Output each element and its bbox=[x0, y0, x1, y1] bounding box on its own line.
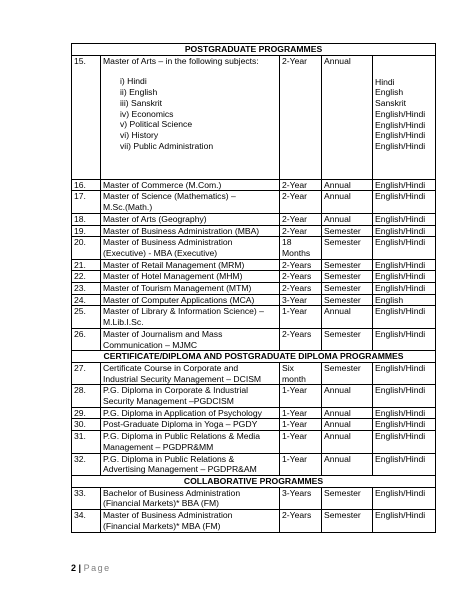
page-number: 2 bbox=[71, 563, 77, 573]
mode: Annual bbox=[322, 55, 373, 179]
text-line: 2-Years bbox=[282, 510, 312, 521]
programme-title bbox=[101, 306, 280, 328]
page-separator: | bbox=[78, 563, 82, 573]
mode: Annual bbox=[322, 385, 373, 407]
mode: Semester bbox=[322, 225, 373, 237]
section-title: POSTGRADUATE PROGRAMMES bbox=[72, 44, 436, 56]
row-number: 30. bbox=[72, 419, 101, 431]
text-line: Master of Computer Applications (MCA) bbox=[103, 294, 255, 305]
page-word: Page bbox=[83, 563, 111, 573]
table-row bbox=[72, 306, 436, 328]
duration bbox=[280, 407, 322, 419]
subject-item: v) Political Science bbox=[120, 119, 193, 130]
duration bbox=[280, 271, 322, 283]
duration bbox=[280, 431, 322, 453]
text-line: 2-Year bbox=[282, 213, 308, 224]
row-number: 27. bbox=[72, 362, 101, 384]
row-number: 16. bbox=[72, 179, 101, 191]
duration bbox=[280, 306, 322, 328]
programme-title bbox=[101, 294, 280, 306]
text-line: Master of Hotel Management (MHM) bbox=[103, 271, 243, 282]
text-line: M.Sc.(Math.) bbox=[103, 202, 153, 213]
text-line: 3-Year bbox=[282, 294, 308, 305]
programme-title bbox=[101, 271, 280, 283]
programme-title bbox=[101, 487, 280, 509]
medium: English/Hindi bbox=[373, 453, 436, 475]
row-number: 19. bbox=[72, 225, 101, 237]
text-line: Bachelor of Business Administration bbox=[103, 487, 241, 498]
table-row bbox=[72, 237, 436, 259]
text-line: Management – PGDPR&MM bbox=[103, 441, 214, 452]
table-row bbox=[72, 294, 436, 306]
medium-item: Sanskrit bbox=[375, 98, 407, 109]
text-line: 2-Year bbox=[282, 191, 308, 202]
medium: English/Hindi bbox=[373, 225, 436, 237]
duration bbox=[280, 294, 322, 306]
row-number: 25. bbox=[72, 306, 101, 328]
table-row bbox=[72, 328, 436, 350]
programme-title bbox=[101, 225, 280, 237]
mode: Semester bbox=[322, 328, 373, 350]
programmes-table bbox=[71, 43, 436, 533]
text-line: Industrial Security Management – DCISM bbox=[103, 373, 262, 384]
medium: English/Hindi bbox=[373, 419, 436, 431]
medium-item: English/Hindi bbox=[375, 119, 426, 130]
medium: English/Hindi bbox=[373, 213, 436, 225]
text-line: Master of Business Administration bbox=[103, 237, 233, 248]
medium-item: English/Hindi bbox=[375, 108, 426, 119]
text-line: 3-Years bbox=[282, 487, 312, 498]
programme-title bbox=[101, 283, 280, 295]
text-line: month bbox=[282, 373, 306, 384]
medium-item: English/Hindi bbox=[375, 140, 426, 151]
duration bbox=[280, 179, 322, 191]
duration bbox=[280, 213, 322, 225]
table-row bbox=[72, 225, 436, 237]
text-line: Certificate Course in Corporate and bbox=[103, 362, 239, 373]
text-line: 1-Year bbox=[282, 306, 308, 317]
text-line: (Financial Markets)* MBA (FM) bbox=[103, 520, 221, 531]
text-line: (Executive) - MBA (Executive) bbox=[103, 247, 218, 258]
text-line: 2-Year bbox=[282, 179, 308, 190]
table-row bbox=[72, 179, 436, 191]
text-line: Communication – MJMC bbox=[103, 339, 198, 350]
programme-title bbox=[101, 385, 280, 407]
table-row bbox=[72, 55, 436, 179]
mode: Annual bbox=[322, 191, 373, 213]
row-number: 15. bbox=[72, 55, 101, 179]
text-line: 1-Year bbox=[282, 385, 308, 396]
table-row bbox=[72, 213, 436, 225]
text-line: P.G. Diploma in Corporate & Industrial bbox=[103, 385, 249, 396]
duration bbox=[280, 487, 322, 509]
table-row bbox=[72, 191, 436, 213]
programme-title: Master of Arts – in the following subjects: i) Hindi ii) English iii) Sanskrit iv) Economics v) Political Science vi) History vii) Public Administration bbox=[101, 55, 280, 179]
programme-title bbox=[101, 191, 280, 213]
text-line: Master of Science (Mathematics) – bbox=[103, 191, 236, 202]
text-line: Master of Retail Management (MRM) bbox=[103, 259, 245, 270]
text-line: P.G. Diploma in Public Relations & Media bbox=[103, 431, 260, 442]
medium-item: Hindi bbox=[375, 76, 395, 87]
table-row bbox=[72, 487, 436, 509]
section-title: COLLABORATIVE PROGRAMMES bbox=[72, 475, 436, 487]
mode: Annual bbox=[322, 407, 373, 419]
text-line: 2-Years bbox=[282, 328, 312, 339]
medium-item: English/Hindi bbox=[375, 130, 426, 141]
medium: English/Hindi bbox=[373, 191, 436, 213]
duration bbox=[280, 419, 322, 431]
text-line: Months bbox=[282, 247, 311, 258]
table-row bbox=[72, 271, 436, 283]
subject-item: i) Hindi bbox=[120, 76, 147, 87]
table-row bbox=[72, 362, 436, 384]
row-number: 33. bbox=[72, 487, 101, 509]
text-line: Post-Graduate Diploma in Yoga – PGDY bbox=[103, 419, 258, 430]
mode: Annual bbox=[322, 431, 373, 453]
programme-title bbox=[101, 362, 280, 384]
row-number: 29. bbox=[72, 407, 101, 419]
row-number: 26. bbox=[72, 328, 101, 350]
text-line: 18 bbox=[282, 237, 292, 248]
page-footer bbox=[71, 563, 111, 573]
section-header-collaborative bbox=[72, 475, 436, 487]
medium: English/Hindi bbox=[373, 328, 436, 350]
mode: Annual bbox=[322, 419, 373, 431]
text-line: Master of Arts (Geography) bbox=[103, 213, 207, 224]
duration bbox=[280, 237, 322, 259]
table-row bbox=[72, 431, 436, 453]
subject-item: vi) History bbox=[120, 129, 159, 140]
medium: English/Hindi bbox=[373, 306, 436, 328]
subject-item: ii) English bbox=[120, 87, 158, 98]
subject-item: iv) Economics bbox=[120, 108, 174, 119]
text-line: Master of Business Administration bbox=[103, 510, 233, 521]
medium-list bbox=[375, 77, 433, 152]
duration bbox=[280, 510, 322, 532]
programme-title bbox=[101, 179, 280, 191]
medium: English/Hindi bbox=[373, 271, 436, 283]
subject-list bbox=[103, 76, 277, 151]
text-line: 2-Years bbox=[282, 283, 312, 294]
mode: Semester bbox=[322, 237, 373, 259]
text-line: 1-Year bbox=[282, 407, 308, 418]
section-header-certificate bbox=[72, 351, 436, 363]
text-line: 1-Year bbox=[282, 453, 308, 464]
programme-title bbox=[101, 510, 280, 532]
duration: 2-Year bbox=[280, 55, 322, 179]
text-line: Six bbox=[282, 362, 294, 373]
table-row bbox=[72, 283, 436, 295]
mode: Semester bbox=[322, 487, 373, 509]
mode: Annual bbox=[322, 179, 373, 191]
duration bbox=[280, 283, 322, 295]
medium: English/Hindi bbox=[373, 510, 436, 532]
section-header-postgraduate bbox=[72, 44, 436, 56]
row-number: 24. bbox=[72, 294, 101, 306]
duration bbox=[280, 453, 322, 475]
programme-title bbox=[101, 419, 280, 431]
duration bbox=[280, 259, 322, 271]
row-number: 21. bbox=[72, 259, 101, 271]
medium bbox=[373, 55, 436, 179]
text-line: Security Management –PGDCISM bbox=[103, 396, 234, 407]
text-line: Master of Business Administration (MBA) bbox=[103, 225, 260, 236]
text-line: Master of Commerce (M.Com.) bbox=[103, 179, 222, 190]
text-line: (Financial Markets)* BBA (FM) bbox=[103, 498, 220, 509]
medium-item: English bbox=[375, 87, 404, 98]
text-line: P.G. Diploma in Application of Psychology bbox=[103, 407, 262, 418]
row-number: 34. bbox=[72, 510, 101, 532]
table-row bbox=[72, 259, 436, 271]
medium: English/Hindi bbox=[373, 283, 436, 295]
text-line: 1-Year bbox=[282, 431, 308, 442]
row-number: 17. bbox=[72, 191, 101, 213]
mode: Semester bbox=[322, 362, 373, 384]
duration bbox=[280, 225, 322, 237]
text-line: Master of Tourism Management (MTM) bbox=[103, 283, 252, 294]
mode: Semester bbox=[322, 294, 373, 306]
programme-title bbox=[101, 213, 280, 225]
programme-title bbox=[101, 259, 280, 271]
programme-title bbox=[101, 453, 280, 475]
text-line: 2-Years bbox=[282, 271, 312, 282]
medium: English/Hindi bbox=[373, 385, 436, 407]
row-number: 22. bbox=[72, 271, 101, 283]
medium: English/Hindi bbox=[373, 431, 436, 453]
medium: English/Hindi bbox=[373, 259, 436, 271]
row-number: 23. bbox=[72, 283, 101, 295]
text-line: 1-Year bbox=[282, 419, 308, 430]
text-line: P.G. Diploma in Public Relations & bbox=[103, 453, 235, 464]
row-number: 28. bbox=[72, 385, 101, 407]
subject-item: vii) Public Administration bbox=[120, 140, 214, 151]
table-row bbox=[72, 453, 436, 475]
duration bbox=[280, 191, 322, 213]
section-title: CERTIFICATE/DIPLOMA AND POSTGRADUATE DIPLOMA PROGRAMMES bbox=[72, 351, 436, 363]
duration bbox=[280, 328, 322, 350]
programme-title bbox=[101, 407, 280, 419]
row-number: 18. bbox=[72, 213, 101, 225]
programme-title bbox=[101, 328, 280, 350]
mode: Annual bbox=[322, 453, 373, 475]
mode: Annual bbox=[322, 306, 373, 328]
medium: English/Hindi bbox=[373, 407, 436, 419]
text-line: M.Lib.I.Sc. bbox=[103, 317, 144, 328]
mode: Semester bbox=[322, 259, 373, 271]
table-row bbox=[72, 510, 436, 532]
text-line: 2-Years bbox=[282, 259, 312, 270]
row-number: 31. bbox=[72, 431, 101, 453]
mode: Semester bbox=[322, 271, 373, 283]
row-number: 32. bbox=[72, 453, 101, 475]
table-row bbox=[72, 385, 436, 407]
table-row bbox=[72, 419, 436, 431]
medium: English/Hindi bbox=[373, 179, 436, 191]
table-row bbox=[72, 407, 436, 419]
text-line: Master of Library & Information Science) – bbox=[103, 306, 264, 317]
programme-title bbox=[101, 431, 280, 453]
medium: English/Hindi bbox=[373, 362, 436, 384]
text-line: Master of Journalism and Mass bbox=[103, 328, 223, 339]
programme-title bbox=[101, 237, 280, 259]
medium: English bbox=[373, 294, 436, 306]
mode: Semester bbox=[322, 510, 373, 532]
duration bbox=[280, 362, 322, 384]
mode: Annual bbox=[322, 213, 373, 225]
medium: English/Hindi bbox=[373, 487, 436, 509]
mode: Semester bbox=[322, 283, 373, 295]
text-line: Advertising Management – PGDPR&AM bbox=[103, 464, 257, 475]
subject-item: iii) Sanskrit bbox=[120, 97, 163, 108]
text-line: 2-Year bbox=[282, 225, 308, 236]
duration bbox=[280, 385, 322, 407]
medium: English/Hindi bbox=[373, 237, 436, 259]
row-number: 20. bbox=[72, 237, 101, 259]
